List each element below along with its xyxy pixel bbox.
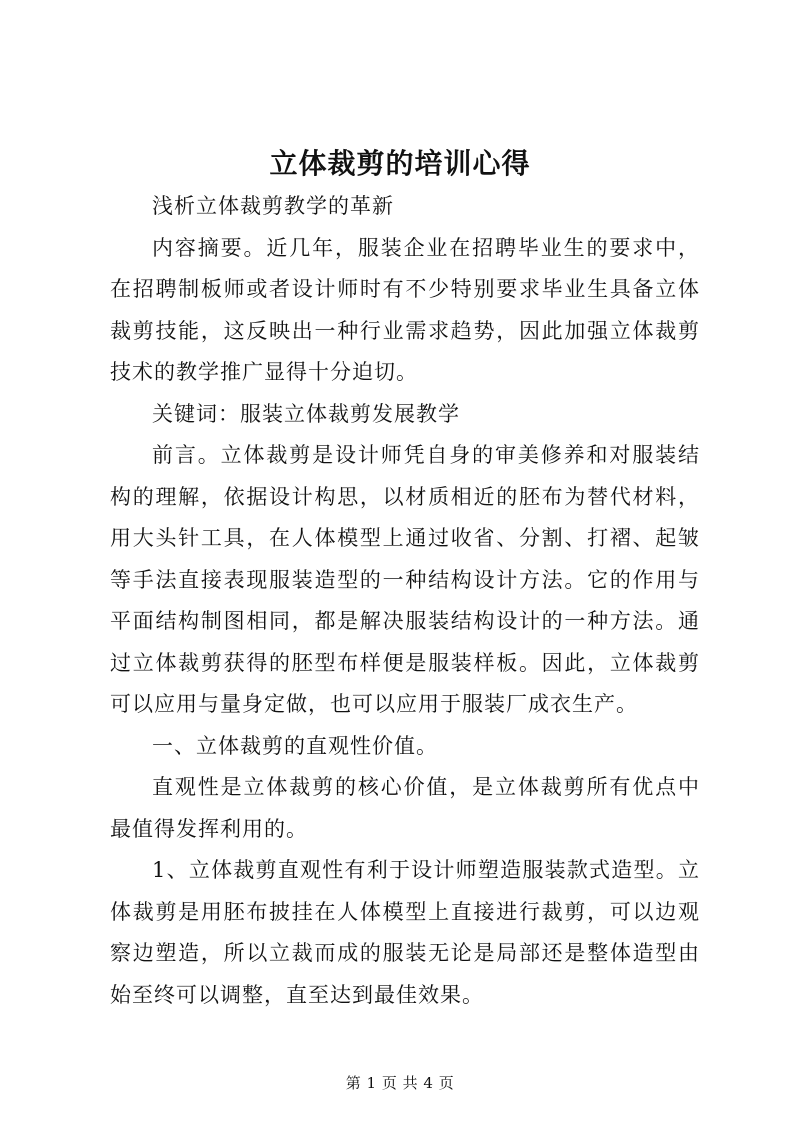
preface-paragraph: 前言。立体裁剪是设计师凭自身的审美修养和对服装结构的理解，依据设计构思，以材质相近的胚布为替代材料，用大头针工具，在人体模型上通过收省、分割、打褶、起皱等手法直接表现服装造型的一种结构设计方法。它的作用与平面结构制图相同，都是解决服装结构设计的一种方法。通过立体裁剪获得的胚型布样便是服装样板。因此，立体裁剪可以应用与量身定做，也可以应用于服装厂成衣生产。 [110, 443, 700, 716]
subtitle-paragraph: 浅析立体裁剪教学的革新 [152, 194, 394, 218]
abstract-paragraph: 内容摘要。近几年，服装企业在招聘毕业生的要求中，在招聘制板师或者设计师时有不少特别要求毕业生具备立体裁剪技能，这反映出一种行业需求趋势，因此加强立体裁剪技术的教学推广显得十分迫切。 [110, 235, 700, 384]
section-1-paragraph: 直观性是立体裁剪的核心价值，是立体裁剪所有优点中最值得发挥利用的。 [110, 775, 700, 841]
page-footer: 第 1 页 共 4 页 [345, 1074, 455, 1092]
section-heading-1: 一、立体裁剪的直观性价值。 [152, 733, 438, 758]
document-body [110, 186, 700, 1016]
section-1-point-1-paragraph: 1、立体裁剪直观性有利于设计师塑造服装款式造型。立体裁剪是用胚布披挂在人体模型上直接进行裁剪，可以边观察边塑造，所以立裁而成的服装无论是局部还是整体造型由始至终可以调整，直至达到最佳效果。 [110, 858, 700, 1007]
document-title: 立体裁剪的培训心得 [269, 147, 531, 180]
keywords-paragraph: 关键词：服装立体裁剪发展教学 [152, 401, 460, 426]
